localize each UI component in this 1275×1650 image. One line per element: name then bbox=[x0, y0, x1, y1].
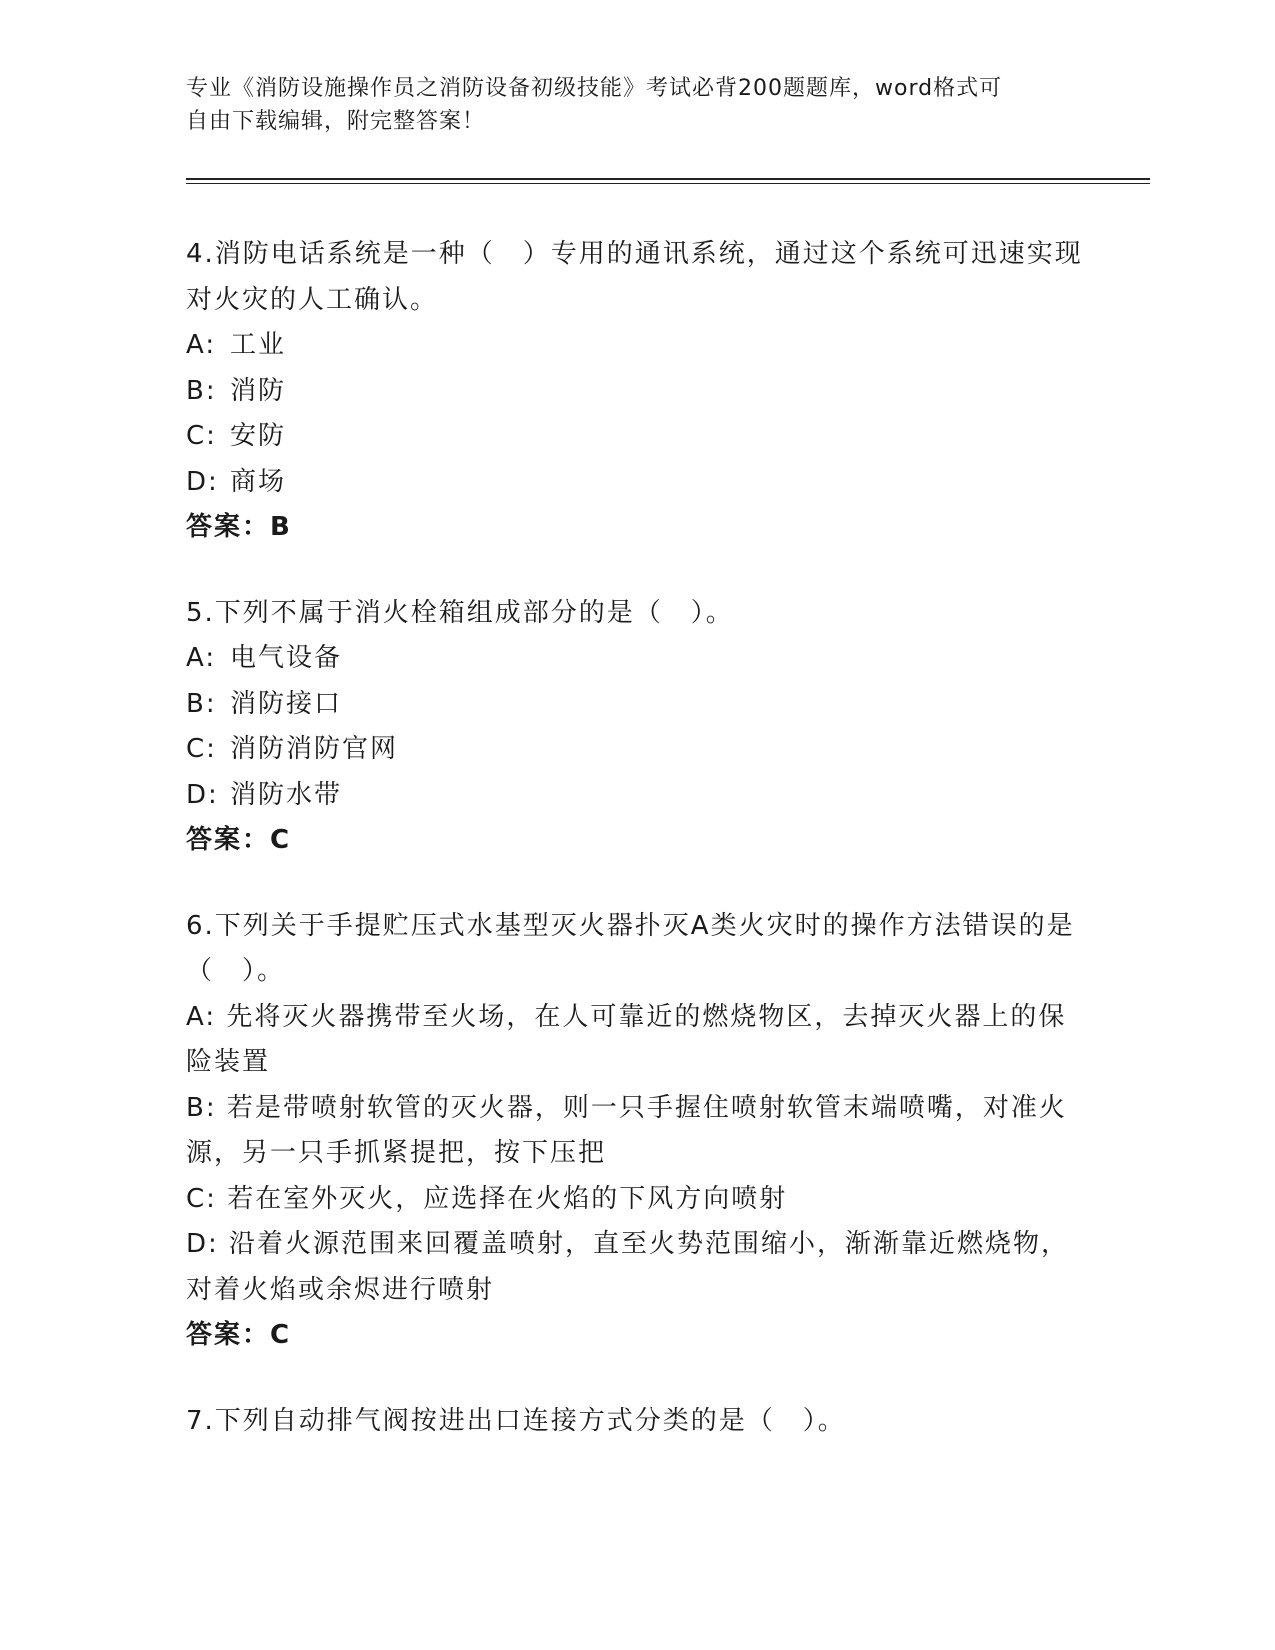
option-label: A: bbox=[186, 643, 217, 673]
option-text: 消防水带 bbox=[230, 779, 343, 810]
question-text: 5.下列不属于消火栓箱组成部分的是（ ）。 bbox=[186, 597, 734, 628]
option-text: 先将灭火器携带至火场，在人可靠近的燃烧物区，去掉灭火器上的保险装置 bbox=[186, 1001, 1067, 1077]
option-text: 沿着火源范围来回覆盖喷射，直至火势范围缩小，渐渐靠近燃烧物，对着火焰或余烬进行喷射 bbox=[186, 1229, 1070, 1305]
question-6 bbox=[186, 904, 1086, 1359]
option-a bbox=[186, 995, 1086, 1086]
question-text: 7.下列自动排气阀按进出口连接方式分类的是（ ）。 bbox=[186, 1405, 846, 1436]
question-4 bbox=[186, 232, 1086, 551]
option-a bbox=[186, 636, 1086, 682]
option-b bbox=[186, 1086, 1086, 1177]
option-c bbox=[186, 1177, 1086, 1223]
option-label: D: bbox=[186, 779, 219, 810]
option-d bbox=[186, 1222, 1086, 1313]
option-label: A: bbox=[186, 1001, 217, 1032]
question-text: 6.下列关于手提贮压式水基型灭火器扑灭A类火灾时的操作方法错误的是（ ）。 bbox=[186, 910, 1075, 986]
option-label: B: bbox=[186, 1092, 217, 1123]
option-label: C: bbox=[186, 421, 217, 451]
option-text: 安防 bbox=[230, 421, 287, 451]
header-divider-thick bbox=[186, 178, 1150, 180]
option-text: 消防消防官网 bbox=[230, 734, 399, 764]
option-label: B: bbox=[186, 375, 217, 406]
option-d bbox=[186, 460, 1086, 506]
option-text: 消防接口 bbox=[230, 688, 343, 719]
question-7 bbox=[186, 1399, 1086, 1445]
document-header bbox=[186, 72, 1076, 138]
option-b bbox=[186, 369, 1086, 415]
option-label: C: bbox=[186, 1183, 217, 1214]
answer-line: 答案：C bbox=[186, 1320, 292, 1350]
option-label: D: bbox=[186, 466, 219, 497]
question-list bbox=[186, 232, 1086, 1484]
header-line-2: 自由下载编辑，附完整答案！ bbox=[186, 109, 486, 134]
option-d bbox=[186, 773, 1086, 819]
option-label: B: bbox=[186, 688, 217, 719]
option-label: A: bbox=[186, 330, 217, 360]
question-text: 4.消防电话系统是一种（ ）专用的通讯系统，通过这个系统可迅速实现对火灾的人工确认。 bbox=[186, 239, 1083, 315]
option-text: 商场 bbox=[230, 466, 287, 497]
option-c bbox=[186, 414, 1086, 460]
option-label: C: bbox=[186, 734, 217, 764]
answer-line: 答案：B bbox=[186, 512, 292, 542]
option-b bbox=[186, 682, 1086, 728]
option-text: 工业 bbox=[230, 330, 287, 360]
option-text: 若是带喷射软管的灭火器，则一只手握住喷射软管末端喷嘴，对准火源，另一只手抓紧提把，按下压把 bbox=[186, 1092, 1067, 1168]
option-text: 消防 bbox=[230, 375, 287, 406]
option-a bbox=[186, 323, 1086, 369]
question-5 bbox=[186, 591, 1086, 864]
option-text: 电气设备 bbox=[230, 643, 343, 673]
answer-line: 答案：C bbox=[186, 825, 292, 855]
option-text: 若在室外灭火，应选择在火焰的下风方向喷射 bbox=[227, 1183, 788, 1214]
header-line-1: 专业《消防设施操作员之消防设备初级技能》考试必背200题题库，word格式可 bbox=[186, 76, 1003, 101]
header-divider-thin bbox=[186, 183, 1150, 184]
option-label: D: bbox=[186, 1229, 219, 1259]
option-c bbox=[186, 727, 1086, 773]
